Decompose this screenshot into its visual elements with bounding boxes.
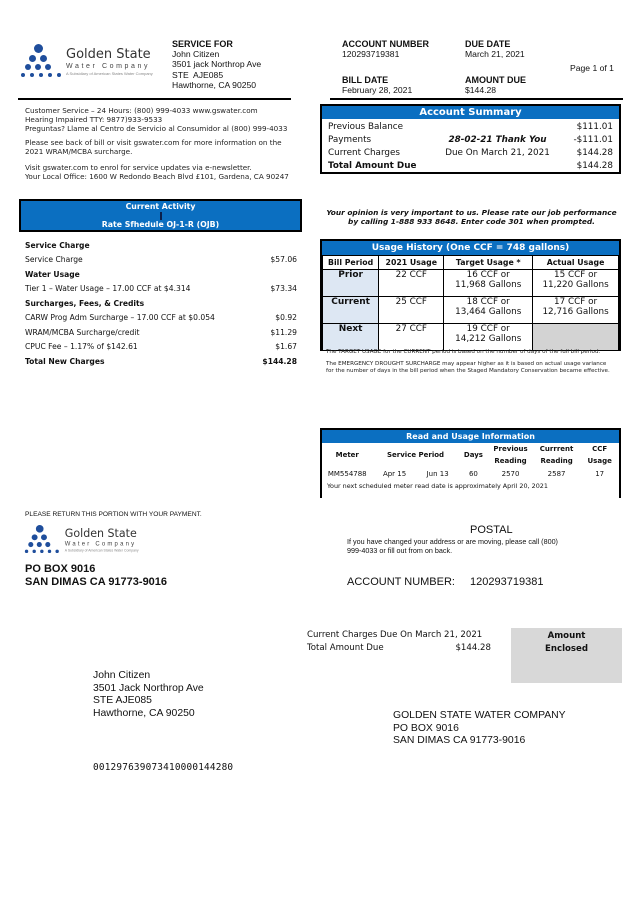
activity-row	[25, 253, 297, 268]
postal-note-2: 999-4033 or fill out from on back.	[347, 546, 453, 555]
col-previous-2: Reading	[494, 457, 527, 465]
customer-name: John Citizen	[93, 670, 151, 681]
company-subname: Water Company	[64, 541, 137, 548]
summary-amount: $111.01	[576, 121, 613, 132]
period-cell: Current	[323, 297, 379, 324]
return-note: PLEASE RETURN THIS PORTION WITH YOUR PAYMENT.	[25, 511, 202, 518]
target-ccf: 18 CCF or	[466, 297, 510, 307]
current-activity-header	[19, 199, 302, 232]
activity-label: CPUC Fee – 1.17% of $142.61	[25, 342, 138, 352]
meter-row	[322, 467, 619, 481]
summary-note	[433, 120, 562, 133]
period-to: Jun 13	[426, 470, 449, 478]
account-summary	[320, 104, 621, 174]
postal-note-1: If you have changed your address or are moving, please call (800)	[347, 537, 558, 546]
remit-logo	[24, 525, 139, 556]
activity-section-surcharges	[25, 296, 297, 311]
summary-row	[322, 133, 619, 146]
col-target-usage: Target Usage *	[444, 256, 533, 270]
actual-gallons: 12,716 Gallons	[542, 307, 609, 317]
col-meter: Meter	[335, 451, 359, 459]
amount-due: $144.28	[465, 85, 497, 95]
company-tagline: A Subsidiary of American States Water Company	[66, 71, 153, 76]
activity-amount: $57.06	[270, 255, 297, 265]
local-office-line: Your Local Office: 1600 W Redondo Beach Blvd £101, Gardena, CA 90247	[25, 172, 289, 181]
period-cell: Prior	[323, 270, 379, 297]
summary-row	[322, 120, 619, 133]
service-street: 3501 jack Northrop Ave	[172, 59, 262, 70]
activity-label: Service Charge	[25, 240, 90, 250]
current-activity-list	[25, 238, 297, 369]
company-name: Golden State	[64, 527, 137, 541]
payee-name: GOLDEN STATE WATER COMPANY	[393, 710, 566, 721]
logo-dots-icon	[24, 525, 60, 556]
activity-row	[25, 340, 297, 355]
previous-reading: 2570	[501, 470, 520, 478]
survey-message	[320, 208, 623, 226]
usage-notes	[326, 349, 611, 375]
account-number: 120293719381	[342, 49, 400, 59]
payee-address	[393, 710, 566, 748]
summary-amount: $144.28	[576, 160, 613, 171]
target-ccf: 19 CCF or	[466, 324, 510, 334]
header-divider-right	[330, 98, 623, 100]
read-usage-info	[320, 428, 621, 498]
account-number-label: ACCOUNT NUMBER	[342, 39, 429, 49]
tty-line: Hearing Impaired TTY: 9877)933-9533	[25, 115, 163, 124]
target-usage-note: The TARGET USAGE for the CURRENT period is based on the number of days of the full bill period.	[326, 349, 601, 355]
usage-history	[320, 239, 621, 351]
activity-amount: $11.29	[270, 327, 297, 337]
newsletter-line: Visit gswater.com to enrol for service updates via e-newsletter.	[25, 163, 252, 172]
actual-gallons: 11,220 Gallons	[542, 280, 609, 290]
target-cell	[444, 270, 533, 297]
activity-row	[25, 325, 297, 340]
amount-enclosed-label-2: Enclosed	[544, 644, 589, 654]
customer-street: 3501 Jack Northrop Ave	[93, 682, 204, 694]
current-activity-title: Current Activity	[125, 202, 196, 211]
customer-service-line: Customer Service – 24 Hours: (800) 999-4033 www.gswater.com	[25, 106, 258, 115]
read-usage-title: Read and Usage Information	[322, 430, 619, 443]
period-from: Apr 15	[382, 470, 407, 478]
usage-row-next	[323, 324, 619, 351]
col-previous-reading	[488, 443, 533, 467]
service-city: Hawthorne, CA 90250	[172, 80, 257, 91]
actual-cell	[533, 270, 619, 297]
remit-due-summary	[307, 629, 497, 655]
col-ccf-1: CCF	[592, 445, 608, 453]
usage-history-header	[323, 256, 619, 270]
due-date-block	[465, 39, 525, 59]
read-usage-header	[322, 443, 619, 467]
col-ccf-usage	[580, 443, 619, 467]
divider-mark	[160, 212, 162, 220]
target-cell	[444, 297, 533, 324]
service-name: John Citizen	[172, 49, 220, 59]
bill-date: February 28, 2021	[342, 85, 413, 95]
ocr-scanline: 001297639073410000144280	[93, 762, 234, 773]
activity-amount: $1.67	[275, 342, 297, 352]
logo-dots-icon	[20, 44, 62, 80]
total-due-label: Total Amount Due	[307, 643, 384, 653]
actual-cell	[533, 297, 619, 324]
payee-po-box: PO BOX 9016	[393, 722, 459, 734]
usage-row-current	[323, 297, 619, 324]
actual-ccf: 15 CCF or	[554, 270, 598, 280]
col-current-2: Reading	[540, 457, 573, 465]
col-ccf-2: Usage	[587, 457, 612, 465]
target-gallons: 13,464 Gallons	[455, 307, 522, 317]
rate-schedule: Rate Sfhedule OJ-1-R (OJB)	[101, 220, 220, 229]
activity-row	[25, 311, 297, 326]
bill-date-block	[342, 75, 412, 95]
company-name: Golden State	[66, 47, 151, 62]
surcharge-note-2: 2021 WRAM/MCBA surcharge.	[25, 147, 133, 156]
due-date-label: DUE DATE	[465, 39, 511, 49]
summary-label: Total Amount Due	[328, 160, 417, 171]
customer-city: Hawthorne, CA 90250	[93, 707, 195, 719]
meter-id: MM554788	[327, 470, 367, 478]
usage-history-title: Usage History (One CCF = 748 gallons)	[322, 241, 619, 255]
col-service-period: Service Period	[386, 451, 445, 459]
service-for-block	[172, 39, 261, 91]
target-cell	[444, 324, 533, 351]
col-current-1: Currrent	[539, 445, 574, 453]
surcharge-note-1: Please see back of bill or visit gswater.com for more information on the	[25, 138, 282, 147]
account-number-block	[342, 39, 429, 59]
summary-total-row	[322, 159, 619, 172]
company-subname: Water Company	[66, 63, 151, 70]
company-logo	[20, 44, 153, 80]
period-cell: Next	[323, 324, 379, 351]
current-reading: 2587	[547, 470, 566, 478]
activity-label: Surcharges, Fees, & Credits	[25, 298, 145, 308]
summary-amount: -$111.01	[573, 134, 613, 145]
amount-due-label: AMOUNT DUE	[465, 75, 526, 85]
usage-cell: 22 CCF	[379, 270, 444, 297]
activity-amount: $0.92	[275, 313, 297, 323]
drought-surcharge-note: The EMERGENCY DROUGHT SURCHARGE may appear higher as it is based on actual usage variance for the number of days in the bill period when the Staged Mandatory Conservation became effective.	[326, 361, 610, 374]
current-charges-due: Current Charges Due On March 21, 2021	[307, 630, 483, 640]
postal-title: POSTAL	[470, 524, 513, 536]
activity-row	[25, 282, 297, 297]
summary-label: Payments	[328, 134, 372, 145]
payee-city: SAN DIMAS CA 91773-9016	[393, 735, 526, 747]
service-for-label: SERVICE FOR	[172, 39, 233, 49]
amount-due-block	[465, 75, 526, 95]
amount-enclosed-box[interactable]	[511, 628, 622, 683]
usage-cell: 25 CCF	[379, 297, 444, 324]
summary-note	[433, 159, 562, 172]
ccf-usage: 17	[595, 470, 605, 478]
remit-account-number: 120293719381	[470, 576, 544, 588]
activity-label: CARW Prog Adm Surcharge – 17.00 CCF at $0.054	[25, 313, 215, 323]
target-gallons: 11,968 Gallons	[455, 280, 522, 290]
actual-ccf: 17 CCF or	[554, 297, 598, 307]
actual-cell-empty	[533, 324, 619, 351]
col-actual-usage: Actual Usage	[533, 256, 619, 270]
target-gallons: 14,212 Gallons	[455, 334, 522, 344]
due-date: March 21, 2021	[465, 49, 525, 59]
summary-note: 28-02-21 Thank You	[448, 134, 547, 145]
total-due-amount: $144.28	[455, 643, 491, 653]
postal-note	[347, 537, 558, 555]
activity-section-service	[25, 238, 297, 253]
summary-label: Current Charges	[328, 147, 400, 158]
col-previous-1: Previous	[493, 445, 528, 453]
summary-note: Due On March 21, 2021	[445, 147, 550, 158]
bill-date-label: BILL DATE	[342, 75, 389, 85]
summary-label: Previous Balance	[328, 121, 404, 132]
amount-enclosed-label-1: Amount	[547, 631, 586, 641]
activity-section-water	[25, 267, 297, 282]
spanish-line: Preguntas? Llame al Centro de Servicio al Consumidor al (800) 999-4033	[25, 124, 288, 133]
activity-amount: $144.28	[262, 356, 297, 366]
summary-amount: $144.28	[576, 147, 613, 158]
usage-row-prior	[323, 270, 619, 297]
survey-line-1: Your opinion is very important to us. Please rate our job performance	[326, 208, 617, 217]
remit-po-box: PO BOX 9016	[25, 563, 96, 575]
col-bill-period: Bill Period	[323, 256, 379, 270]
survey-line-2: by calling 1-888 933 8648. Enter code 301 when prompted.	[348, 217, 595, 226]
service-suite: STE AJE085	[172, 69, 224, 80]
company-tagline: A Subsidiary of American States Water Company	[64, 547, 139, 553]
activity-amount: $73.34	[270, 284, 297, 294]
activity-label: WRAM/MCBA Surcharge/credit	[25, 327, 140, 337]
col-days: Days	[463, 451, 483, 459]
header-divider-left	[18, 98, 291, 100]
activity-label: Total New Charges	[25, 356, 105, 366]
activity-label: Service Charge	[25, 255, 83, 265]
activity-label: Water Usage	[25, 269, 80, 279]
target-ccf: 16 CCF or	[466, 270, 510, 280]
remit-account-number-label: ACCOUNT NUMBER:	[347, 576, 455, 588]
activity-label: Tier 1 – Water Usage – 17.00 CCF at $4.314	[25, 284, 191, 294]
summary-row	[322, 146, 619, 159]
days-value: 60	[468, 470, 478, 478]
account-summary-title: Account Summary	[322, 106, 619, 119]
next-read-date: Your next scheduled meter read date is approximately April 20, 2021	[327, 482, 548, 490]
remit-city: SAN DIMAS CA 91773-9016	[25, 576, 168, 588]
usage-cell: 27 CCF	[379, 324, 444, 351]
customer-suite: STE AJE085	[93, 695, 152, 707]
customer-mailing-address	[93, 670, 204, 720]
page-indicator: Page 1 of 1	[570, 63, 614, 73]
col-2021-usage: 2021 Usage	[379, 256, 444, 270]
remit-address	[25, 563, 167, 589]
remit-account-number-block	[347, 576, 543, 588]
col-current-reading	[533, 443, 581, 467]
customer-info	[25, 106, 289, 181]
activity-total-row	[25, 354, 297, 369]
